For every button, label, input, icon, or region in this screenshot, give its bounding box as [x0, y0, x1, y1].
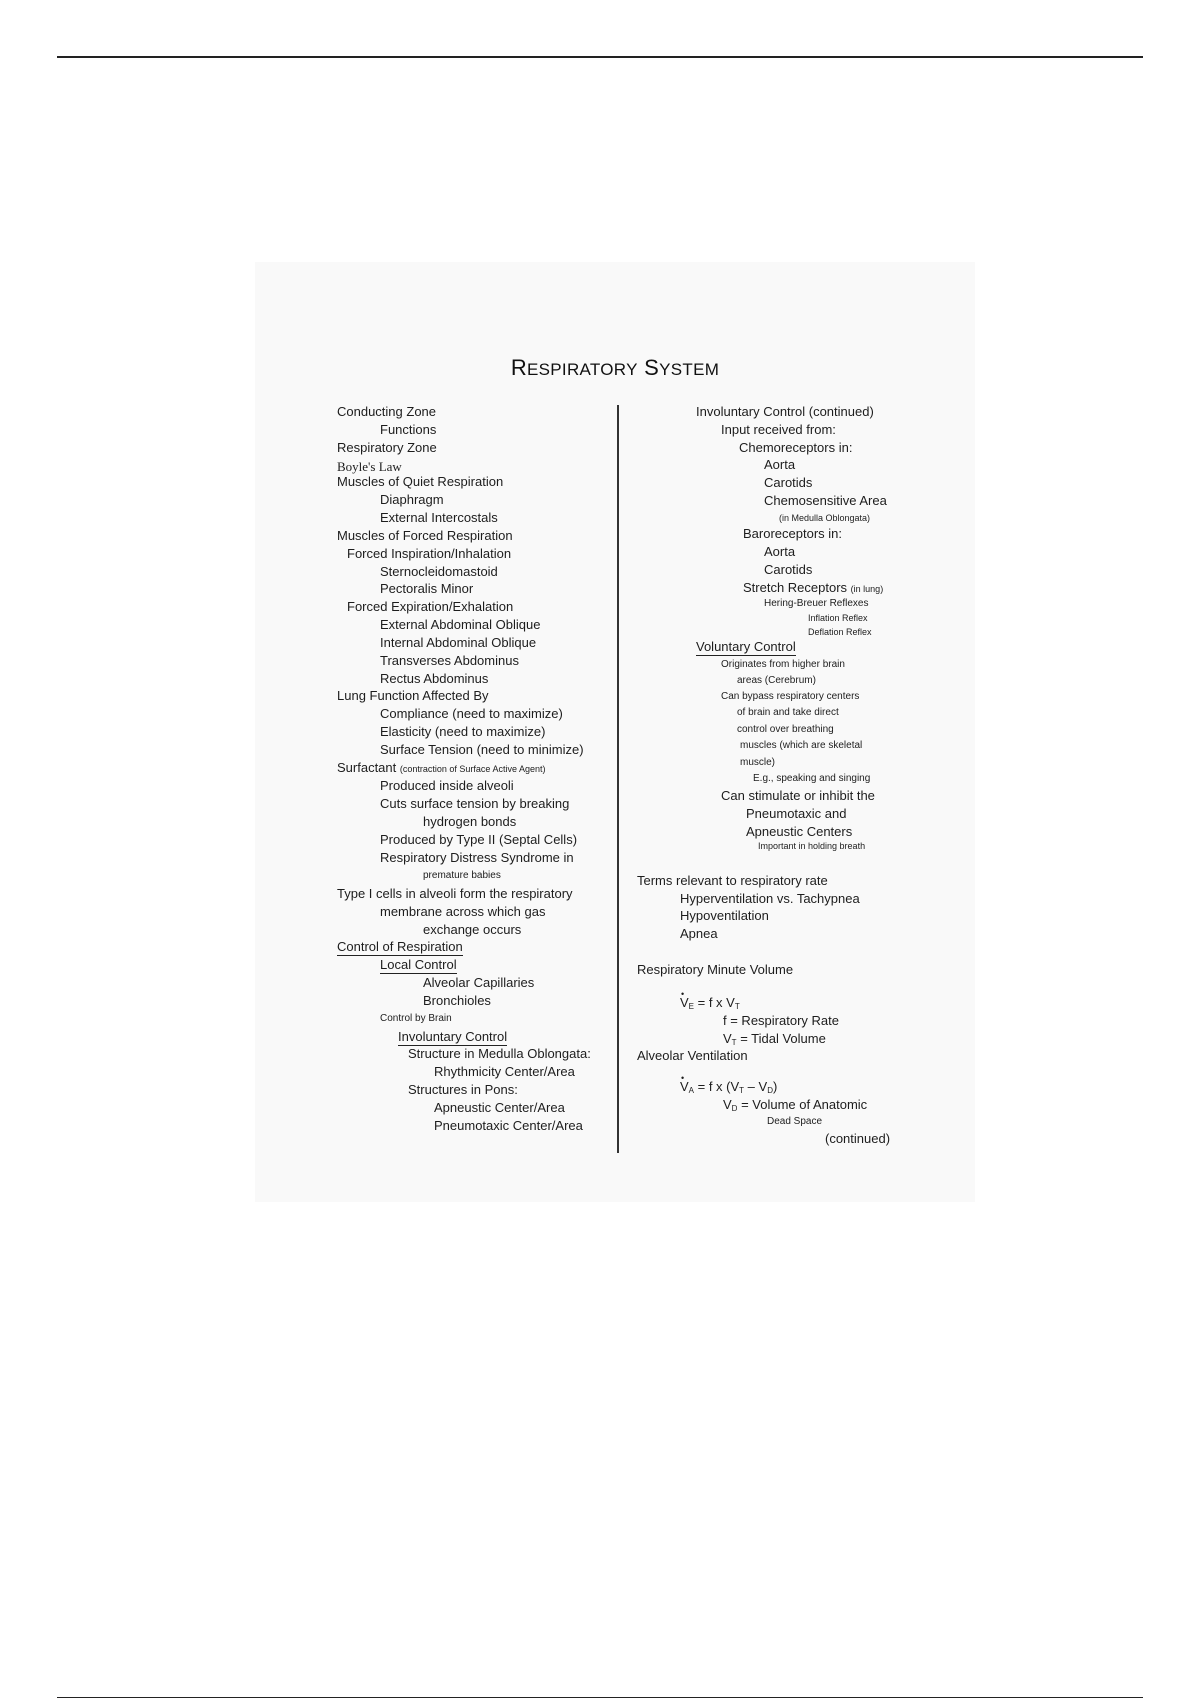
list-item: Structures in Pons:	[408, 1082, 518, 1097]
list-item: Hering-Breuer Reflexes	[764, 598, 869, 609]
list-item: Sternocleidomastoid	[380, 564, 498, 579]
header-rule	[57, 56, 1143, 58]
section-heading: Voluntary Control	[696, 639, 796, 654]
involuntary-heading: Involuntary Control	[696, 404, 806, 419]
list-item: Type I cells in alveoli form the respiratory	[337, 886, 573, 901]
continued-note: (continued)	[825, 1131, 891, 1146]
list-item: E.g., speaking and singing	[753, 773, 871, 784]
list-item: Forced Inspiration/Inhalation	[347, 546, 512, 561]
list-item: Chemoreceptors in:	[739, 440, 853, 455]
list-item: Apnea	[680, 926, 718, 941]
minute-volume-formula: • $V_E = f$ x $V_T$	[680, 995, 740, 1015]
list-item: Transverses Abdominus	[380, 653, 519, 668]
list-item: membrane across which gas	[380, 904, 546, 919]
list-item: Aorta	[764, 544, 796, 559]
list-item: $V_D$ = Volume of Anatomic	[723, 1097, 868, 1113]
list-item: $V_T$ = Tidal Volume	[723, 1031, 826, 1047]
list-item: External Abdominal Oblique	[380, 617, 541, 632]
list-item: Control by Brain	[380, 1013, 452, 1024]
list-item: Produced by Type II (Septal Cells)	[380, 832, 578, 847]
list-item: Terms relevant to respiratory rate	[637, 873, 828, 888]
list-item: Pneumotaxic Center/Area	[434, 1118, 583, 1133]
list-item: Forced Expiration/Exhalation	[347, 599, 514, 614]
list-item: Elasticity (need to maximize)	[380, 724, 546, 739]
list-item: Muscles of Forced Respiration	[337, 528, 513, 543]
list-item: of brain and take direct	[737, 707, 839, 718]
surfactant-label: Surfactant	[337, 760, 397, 775]
list-item: control over breathing	[737, 724, 834, 735]
list-item: Inflation Reflex	[808, 613, 868, 623]
surfactant-note: (contraction of Surface Active Agent)	[399, 764, 546, 774]
list-item: Compliance (need to maximize)	[380, 706, 563, 721]
continued-note: (continued)	[808, 404, 874, 419]
list-item: Can stimulate or inhibit the	[721, 788, 875, 803]
list-item: Carotids	[764, 475, 813, 490]
list-item: Input received from:	[721, 422, 836, 437]
list-item: Chemosensitive Area	[764, 493, 887, 508]
list-item: Aorta	[764, 457, 796, 472]
stretch-receptors-label: Stretch Receptors	[743, 580, 848, 595]
list-item: Internal Abdominal Oblique	[380, 635, 537, 650]
list-item: Carotids	[764, 562, 813, 577]
list-item: Dead Space	[767, 1116, 823, 1127]
list-item: Structure in Medulla Oblongata:	[408, 1046, 591, 1061]
alveolar-ventilation-formula: • $V_A = f$ x $(V_T - V_D)$	[680, 1079, 777, 1099]
list-item: hydrogen bonds	[423, 814, 517, 829]
in-lung-note: (in lung)	[850, 584, 884, 594]
list-item: Surface Tension (need to minimize)	[380, 742, 584, 757]
list-item: Boyle's Law	[337, 459, 402, 474]
footer-rule	[57, 1697, 1143, 1698]
list-item: Bronchioles	[423, 993, 491, 1008]
list-item: Alveolar Capillaries	[423, 975, 535, 990]
list-item: Lung Function Affected By	[337, 688, 489, 703]
list-item: exchange occurs	[423, 922, 522, 937]
scanned-page	[255, 262, 975, 1202]
list-item: Important in holding breath	[758, 841, 866, 851]
list-item: Respiratory Zone	[337, 440, 437, 455]
list-item: Conducting Zone	[337, 404, 437, 419]
list-item: Local Control	[380, 957, 457, 972]
list-item: Produced inside alveoli	[380, 778, 514, 793]
list-item: Involuntary Control	[398, 1029, 508, 1044]
list-item: Rectus Abdominus	[380, 671, 489, 686]
list-item: premature babies	[423, 870, 501, 881]
column-divider	[617, 405, 619, 1153]
list-item: Cuts surface tension by breaking	[380, 796, 570, 811]
list-item: Apneustic Center/Area	[434, 1100, 565, 1115]
list-item	[337, 760, 545, 777]
list-item: Respiratory Distress Syndrome in	[380, 850, 574, 865]
list-item: areas (Cerebrum)	[737, 675, 816, 686]
list-item: Can bypass respiratory centers	[721, 691, 860, 702]
list-item: Hypoventilation	[680, 908, 769, 923]
list-item: Hyperventilation vs. Tachypnea	[680, 891, 860, 906]
list-item: Diaphragm	[380, 492, 444, 507]
list-item: Alveolar Ventilation	[637, 1048, 748, 1063]
list-item: muscles (which are skeletal	[740, 740, 863, 751]
list-item: Functions	[380, 422, 437, 437]
list-item	[696, 404, 874, 420]
list-item: muscle)	[740, 757, 776, 768]
list-item: (in Medulla Oblongata)	[779, 513, 871, 523]
list-item: f = Respiratory Rate	[723, 1013, 839, 1028]
section-heading: Control of Respiration	[337, 939, 463, 954]
list-item: Baroreceptors in:	[743, 526, 842, 541]
list-item	[743, 580, 883, 597]
list-item: Pectoralis Minor	[380, 581, 474, 596]
list-item: Rhythmicity Center/Area	[434, 1064, 575, 1079]
list-item: Deflation Reflex	[808, 627, 872, 637]
list-item: Pneumotaxic and	[746, 806, 847, 821]
list-item: External Intercostals	[380, 510, 498, 525]
list-item: Apneustic Centers	[746, 824, 853, 839]
page-title: RESPIRATORY SYSTEM	[510, 355, 720, 380]
list-item: Respiratory Minute Volume	[637, 962, 794, 977]
list-item: Originates from higher brain	[721, 659, 845, 670]
list-item: Muscles of Quiet Respiration	[337, 474, 504, 489]
